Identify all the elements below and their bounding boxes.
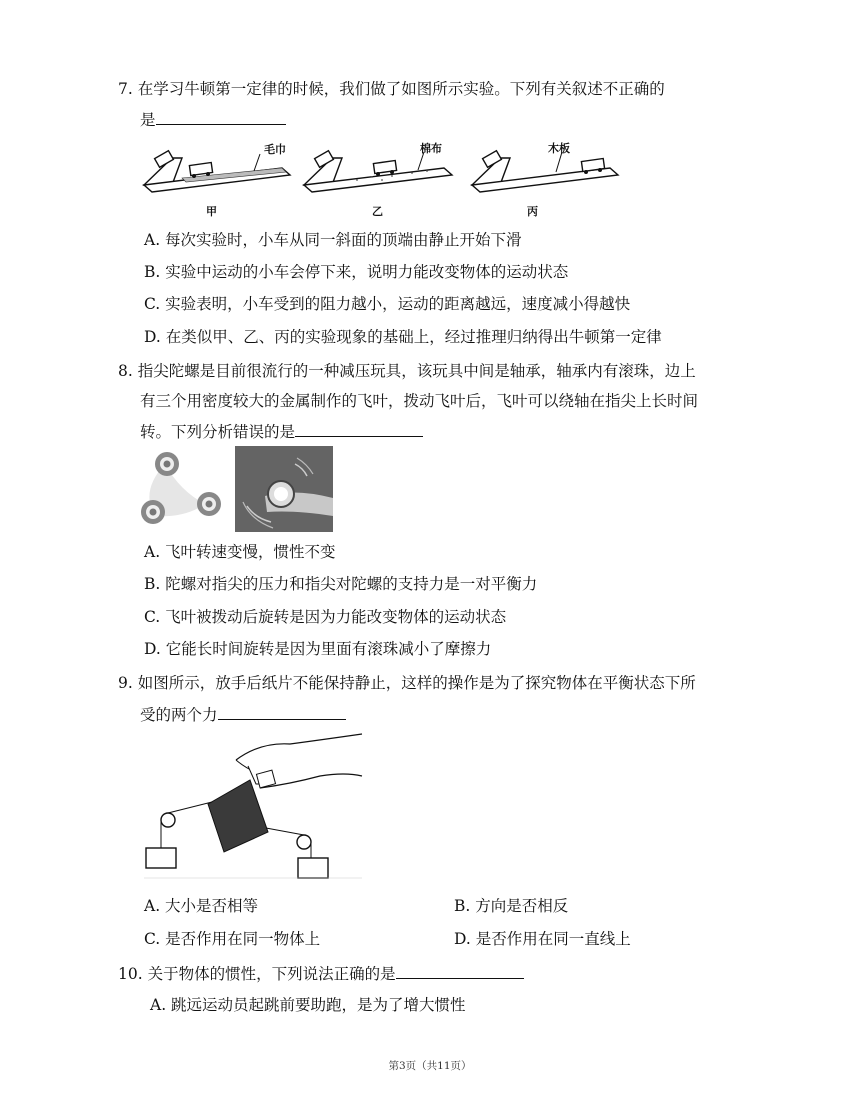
q8-option-b[interactable]: B. 陀螺对指尖的压力和指尖对陀螺的支持力是一对平衡力 [144,575,538,593]
q7-stem-line2: 是 [140,108,286,131]
q10-option-a[interactable]: A. 跳远运动员起跳前要助跑，是为了增大惯性 [150,996,466,1014]
q8-stem-line2: 有三个用密度较大的金属制作的飞叶，拨动飞叶后，飞叶可以绕轴在指尖上长时间 [140,392,699,410]
q9-option-c[interactable]: C. 是否作用在同一物体上 [144,930,321,948]
q8-option-c[interactable]: C. 飞叶被拨动后旋转是因为力能改变物体的运动状态 [144,608,507,626]
q9-stem-line2: 受的两个力 [140,703,346,726]
q8-stem-line3: 转。下列分析错误的是 [140,420,423,443]
q9-pulley-left [146,802,212,868]
q7-fig-board [472,151,618,192]
q9-pulley-right [266,828,328,878]
q9-stem-line1: 9. 如图所示，放手后纸片不能保持静止，这样的操作是为了探究物体在平衡状态下所 [118,674,696,692]
q7-stem-line1: 7. 在学习牛顿第一定律的时候，我们做了如图所示实验。下列有关叙述不正确的 [118,80,665,98]
q7-option-a[interactable]: A. 每次实验时，小车从同一斜面的顶端由静止开始下滑 [144,231,522,249]
q8-option-d[interactable]: D. 它能长时间旋转是因为里面有滚珠减小了摩擦力 [144,640,492,658]
q9-balance-experiment-figure [140,732,365,882]
q9-option-d[interactable]: D. 是否作用在同一直线上 [454,930,631,948]
q9-hand-drawing [236,734,362,788]
q7-option-c[interactable]: C. 实验表明，小车受到的阻力越小，运动的距离越远，速度减小得越快 [144,295,631,313]
q7-label-cotton: 棉布 [420,142,442,155]
q7-label-board: 木板 [548,142,570,155]
q7-caption-bing: 丙 [527,205,538,218]
q7-fig-cotton [304,151,452,192]
q7-caption-yi: 乙 [372,205,383,218]
q8-stem-line1: 8. 指尖陀螺是目前很流行的一种减压玩具，该玩具中间是轴承，轴承内有滚珠，边上 [118,362,696,380]
q8-answer-blank[interactable] [295,420,423,437]
q9-paper-card [208,780,268,852]
q8-spinner-photo [141,452,221,524]
q7-label-towel: 毛巾 [264,143,286,156]
q8-option-a[interactable]: A. 飞叶转速变慢，惯性不变 [144,543,336,561]
q8-fidget-spinner-figure [135,446,335,532]
q7-option-d[interactable]: D. 在类似甲、乙、丙的实验现象的基础上，经过推理归纳得出牛顿第一定律 [144,328,662,346]
q10-answer-blank[interactable] [396,962,524,979]
q7-option-b[interactable]: B. 实验中运动的小车会停下来，说明力能改变物体的运动状态 [144,263,569,281]
q9-answer-blank[interactable] [218,703,346,720]
q7-caption-jia: 甲 [206,205,217,218]
page-footer: 第3页（共11页） [388,1060,472,1072]
q9-option-a[interactable]: A. 大小是否相等 [144,897,259,915]
q7-answer-blank[interactable] [156,108,286,125]
q10-stem-line1: 10. 关于物体的惯性，下列说法正确的是 [118,962,524,985]
q8-finger-photo [235,446,333,532]
q9-option-b[interactable]: B. 方向是否相反 [454,897,569,915]
